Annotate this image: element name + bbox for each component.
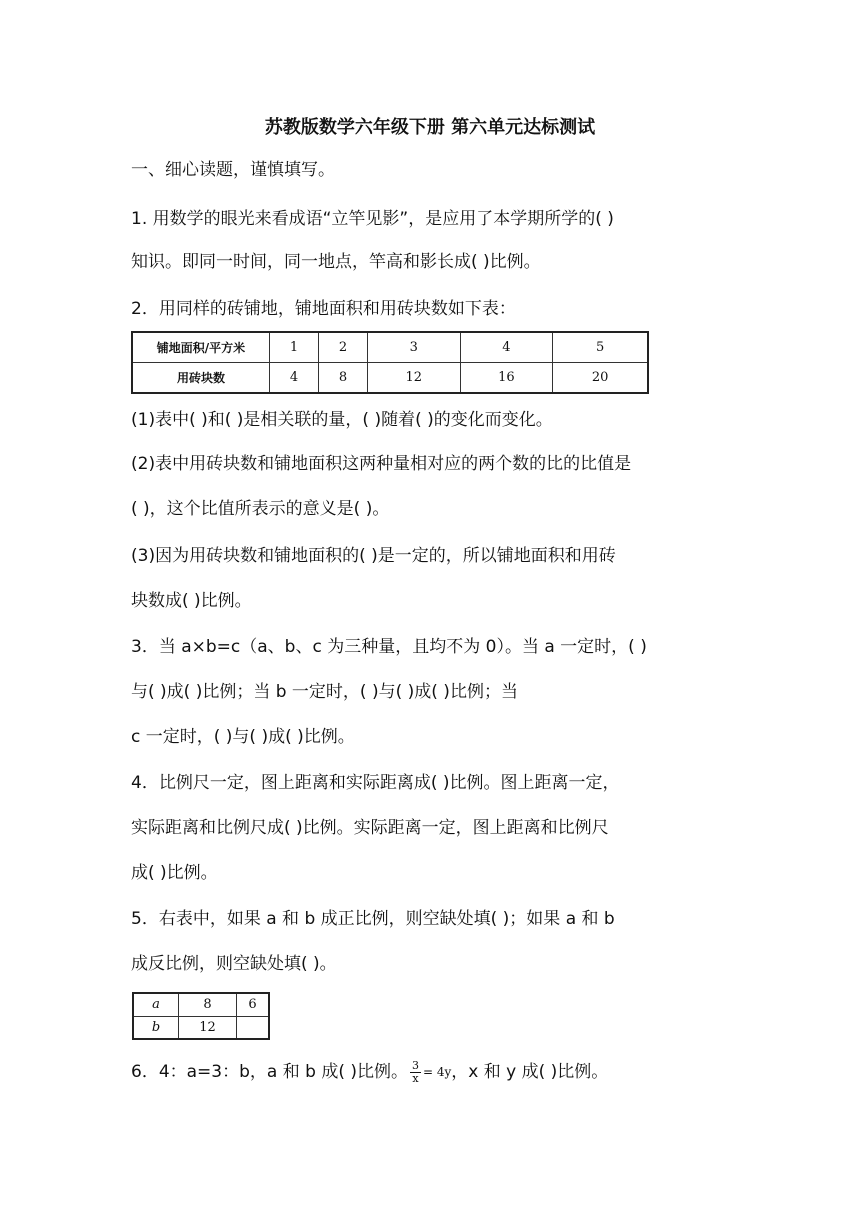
question-5-line-2: 成反比例，则空缺处填( )。 [131,954,337,974]
question-5-line-1: 5．右表中，如果 a 和 b 成正比例，则空缺处填( )；如果 a 和 b [131,909,615,929]
table-cell-blank [237,1016,269,1039]
question-4-line-2: 实际距离和比例尺成( )比例。实际距离一定，图上距离和比例尺 [131,818,609,838]
question-1-line-2: 知识。即同一时间，同一地点，竿高和影长成( )比例。 [131,252,541,272]
table-cell: 2 [318,332,367,363]
fraction-3-over-x [410,1060,421,1085]
question-6-line [131,1059,731,1085]
table-cell: 3 [367,332,460,363]
table-cell: 4 [270,363,319,394]
table-row [133,993,269,1016]
section-heading: 一、细心读题，谨慎填写。 [131,160,335,180]
question-2-part-2-line-1: (2)表中用砖块数和铺地面积这两种量相对应的两个数的比的比值是 [131,454,632,474]
question-4-line-1: 4．比例尺一定，图上距离和实际距离成( )比例。图上距离一定， [131,773,620,793]
question-2-intro: 2．用同样的砖铺地，铺地面积和用砖块数如下表： [131,299,516,319]
table-cell: 4 [460,332,553,363]
table-header-b: b [133,1016,179,1039]
table-header-bricks: 用砖块数 [132,363,270,394]
table-header-area: 铺地面积/平方米 [132,332,270,363]
fraction-denominator: x [412,1071,419,1085]
table-cell: 20 [553,363,648,394]
table-cell: 16 [460,363,553,394]
table-cell: 12 [179,1016,237,1039]
question-2-part-3-line-2: 块数成( )比例。 [131,591,252,611]
table-row [133,1016,269,1039]
table-cell: 5 [553,332,648,363]
question-3-line-1: 3．当 a×b=c（a、b、c 为三种量，且均不为 0）。当 a 一定时，( ) [131,637,647,657]
equation-rhs: = 4y [423,1065,452,1079]
table-row [132,332,648,363]
question-3-line-3: c 一定时，( )与( )成( )比例。 [131,727,355,747]
table-cell: 6 [237,993,269,1016]
table-cell: 8 [318,363,367,394]
question-6-part-1: 6．4：a=3：b，a 和 b 成( )比例。 [131,1062,408,1082]
question-2-part-3-line-1: (3)因为用砖块数和铺地面积的( )是一定的，所以铺地面积和用砖 [131,546,616,566]
page-title: 苏教版数学六年级下册 第六单元达标测试 [264,117,596,138]
table-cell: 12 [367,363,460,394]
question-3-line-2: 与( )成( )比例；当 b 一定时，( )与( )成( )比例；当 [131,682,518,702]
question-4-line-3: 成( )比例。 [131,863,218,883]
ab-table [132,992,270,1040]
area-bricks-table [131,331,649,394]
table-cell: 8 [179,993,237,1016]
table-cell: 1 [270,332,319,363]
table-header-a: a [133,993,179,1016]
question-6-part-2: ，x 和 y 成( )比例。 [451,1062,609,1082]
question-2-part-2-line-2: ( )，这个比值所表示的意义是( )。 [131,499,390,519]
question-2-part-1: (1)表中( )和( )是相关联的量，( )随着( )的变化而变化。 [131,410,553,430]
question-1-line-1: 1. 用数学的眼光来看成语“立竿见影”，是应用了本学期所学的( ) [131,209,614,229]
fraction-numerator: 3 [412,1058,419,1072]
table-row [132,363,648,394]
